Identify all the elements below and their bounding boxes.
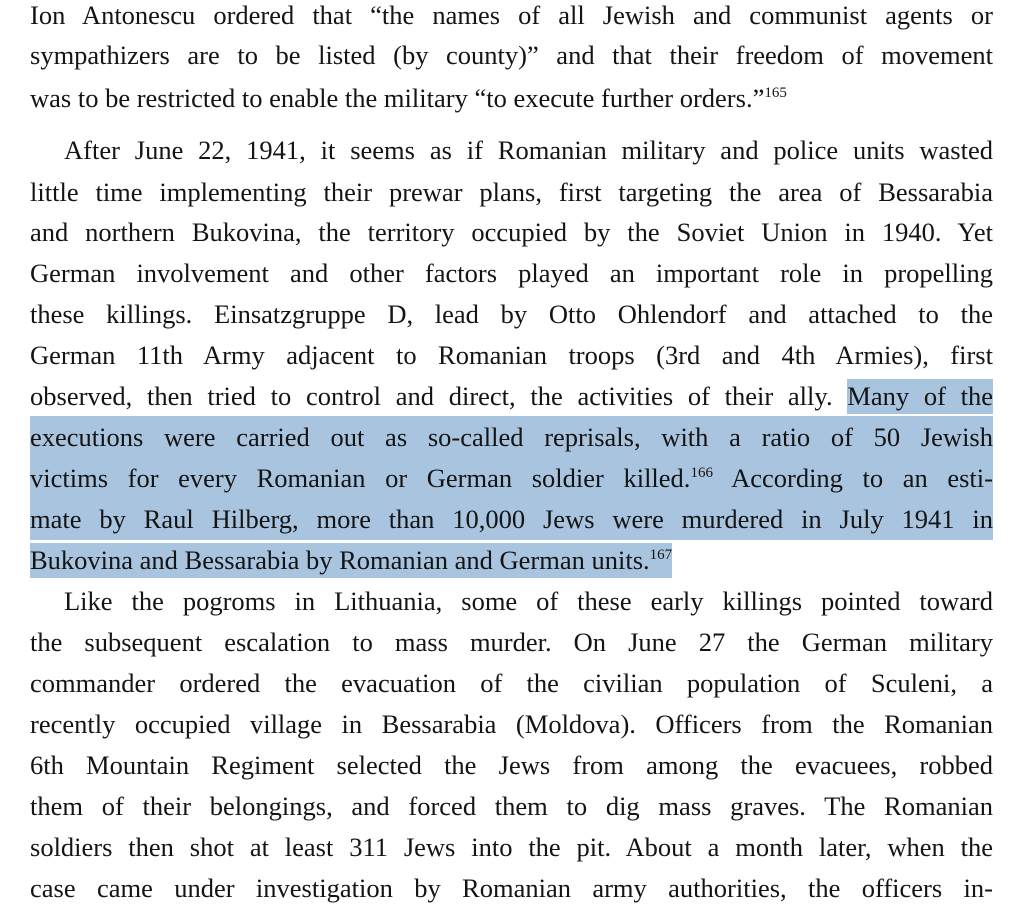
text-line: the subsequent escalation to mass murder. On June 27 the German military [30,627,993,657]
footnote-ref: 166 [690,465,713,481]
text-line: Ion Antonescu ordered that “the names of all Jewish and communist agents or [30,0,993,30]
highlighted-text[interactable] [30,543,672,578]
text-line: commander ordered the evacuation of the civilian population of Sculeni, a [30,668,993,698]
text-fragment: was to be restricted to enable the military “to execute further orders.” [30,83,765,113]
text-line: case came under investigation by Romanian army authorities, the officers in- [30,873,993,903]
text-line: these killings. Einsatzgruppe D, lead by Otto Ohlendorf and attached to the [30,299,993,329]
text-line: German 11th Army adjacent to Romanian troops (3rd and 4th Armies), first [30,340,993,370]
text-line: soldiers then shot at least 311 Jews into the pit. About a month later, when the [30,832,993,862]
highlighted-text[interactable]: Many of the [847,379,993,414]
text-line [30,77,787,119]
footnote-ref: 167 [649,547,673,563]
highlighted-text-line[interactable] [30,457,993,499]
text-line: sympathizers are to be listed (by county)” and that their freedom of movement [30,40,993,70]
text-fragment: According to an esti- [712,463,993,493]
footnote-ref: 165 [764,85,787,101]
text-fragment: Bukovina and Bessarabia by Romanian and German units. [30,545,650,575]
text-line [30,375,993,417]
text-line: and northern Bukovina, the territory occupied by the Soviet Union in 1940. Yet [30,217,993,247]
text-line: recently occupied village in Bessarabia (Moldova). Officers from the Romanian [30,709,993,739]
text-line: Like the pogroms in Lithuania, some of these early killings pointed toward [64,586,993,616]
text-line: German involvement and other factors played an important role in propelling [30,258,993,288]
text-line: them of their belongings, and forced them to dig mass graves. The Romanian [30,791,993,821]
text-fragment: victims for every Romanian or German soldier killed. [30,463,691,493]
text-line [30,539,672,581]
highlighted-text-line[interactable]: mate by Raul Hilberg, more than 10,000 Jews were murdered in July 1941 in [30,498,993,540]
text-line: little time implementing their prewar plans, first targeting the area of Bessarabia [30,177,993,207]
highlighted-text-line[interactable]: executions were carried out as so-called reprisals, with a ratio of 50 Jewish [30,416,993,458]
text-fragment: observed, then tried to control and direct, the activities of their ally. [30,381,833,411]
text-line: 6th Mountain Regiment selected the Jews from among the evacuees, robbed [30,750,993,780]
text-line: After June 22, 1941, it seems as if Romanian military and police units wasted [64,135,993,165]
